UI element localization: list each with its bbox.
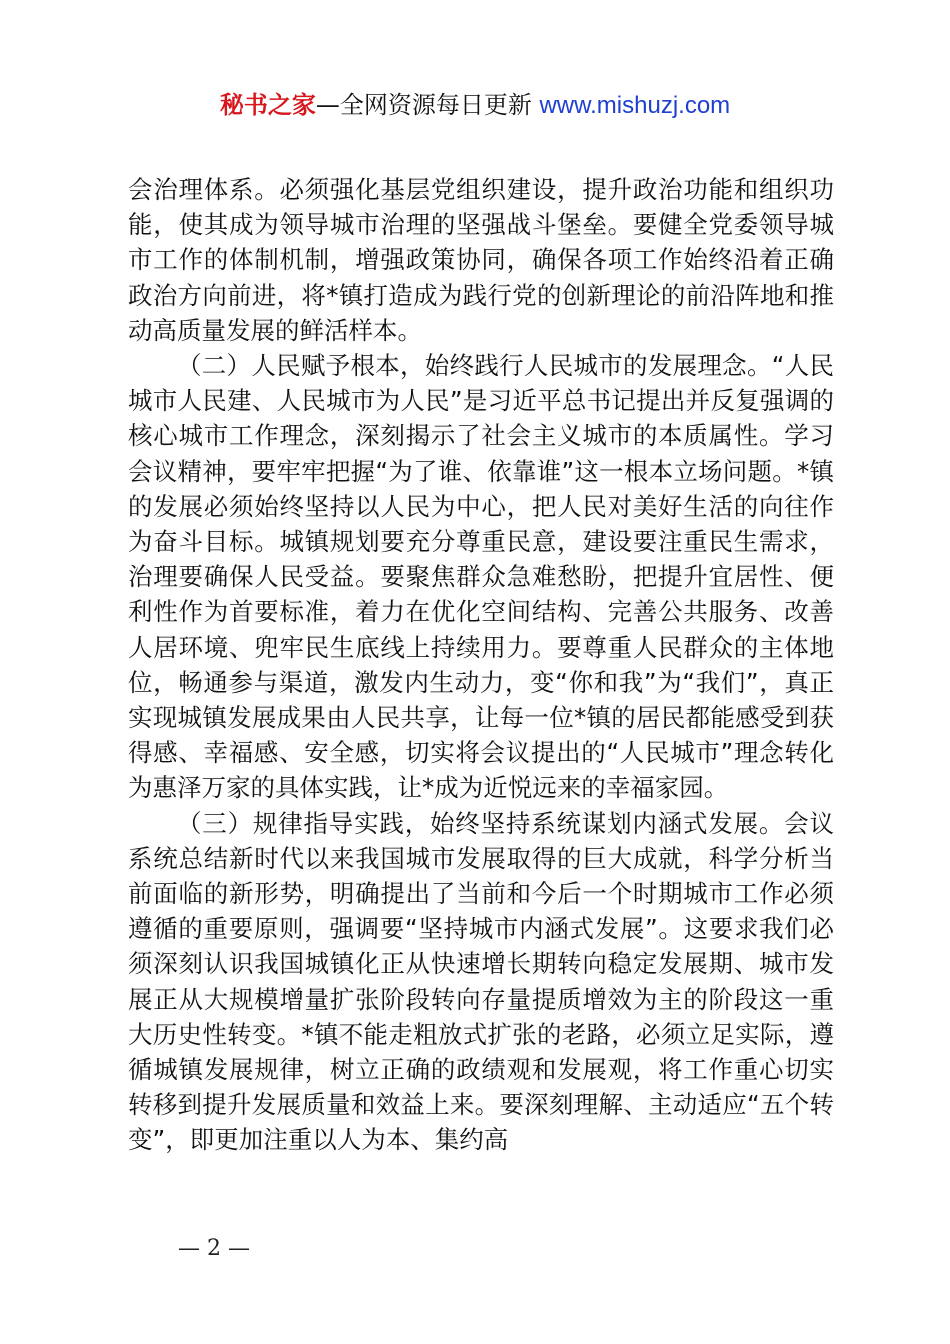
body-paragraph-continuation: 会治理体系。必须强化基层党组织建设，提升政治功能和组织功能，使其成为领导城市治理的坚强战斗堡垒。要健全党委领导城市工作的体制机制，增强政策协同，确保各项工作始终沿着正确政治方向前进，将*镇打造成为践行党的创新理论的前沿阵地和推动高质量发展的鲜活样本。 xyxy=(128,175,834,345)
site-url-link[interactable]: www.mishuzj.com xyxy=(539,92,731,119)
document-body xyxy=(128,172,834,1158)
brand-name: 秘书之家 xyxy=(219,91,316,119)
page-header xyxy=(0,88,950,123)
page-number: — 2 — xyxy=(178,1236,250,1261)
header-tagline: —全网资源每日更新 xyxy=(315,91,532,119)
body-paragraph-section-3: （三）规律指导实践，始终坚持系统谋划内涵式发展。会议系统总结新时代以来我国城市发展取得的巨大成就，科学分析当前面临的新形势，明确提出了当前和今后一个时期城市工作必须遵循的重要原则，强调要“坚持城市内涵式发展”。这要求我们必须深刻认识我国城镇化正从快速增长期转向稳定发展期、城市发展正从大规模增量扩张阶段转向存量提质增效为主的阶段这一重大历史性转变。*镇不能走粗放式扩张的老路，必须立足实际，遵循城镇发展规律，树立正确的政绩观和发展观，将工作重心切实转移到提升发展质量和效益上来。要深刻理解、主动适应“五个转变”，即更加注重以人为本、集约高 xyxy=(128,808,834,1155)
body-paragraph-section-2: （二）人民赋予根本，始终践行人民城市的发展理念。“人民城市人民建、人民城市为人民”是习近平总书记提出并反复强调的核心城市工作理念，深刻揭示了社会主义城市的本质属性。学习会议精神，要牢牢把握“为了谁、依靠谁”这一根本立场问题。*镇的发展必须始终坚持以人民为中心，把人民对美好生活的向往作为奋斗目标。城镇规划要充分尊重民意，建设要注重民生需求，治理要确保人民受益。要聚焦群众急难愁盼，把提升宜居性、便利性作为首要标准，着力在优化空间结构、完善公共服务、改善人居环境、兜牢民生底线上持续用力。要尊重人民群众的主体地位，畅通参与渠道，激发内生动力，变“你和我”为“我们”，真正实现城镇发展成果由人民共享，让每一位*镇的居民都能感受到获得感、幸福感、安全感，切实将会议提出的“人民城市”理念转化为惠泽万家的具体实践，让*成为近悦远来的幸福家园。 xyxy=(128,351,834,803)
